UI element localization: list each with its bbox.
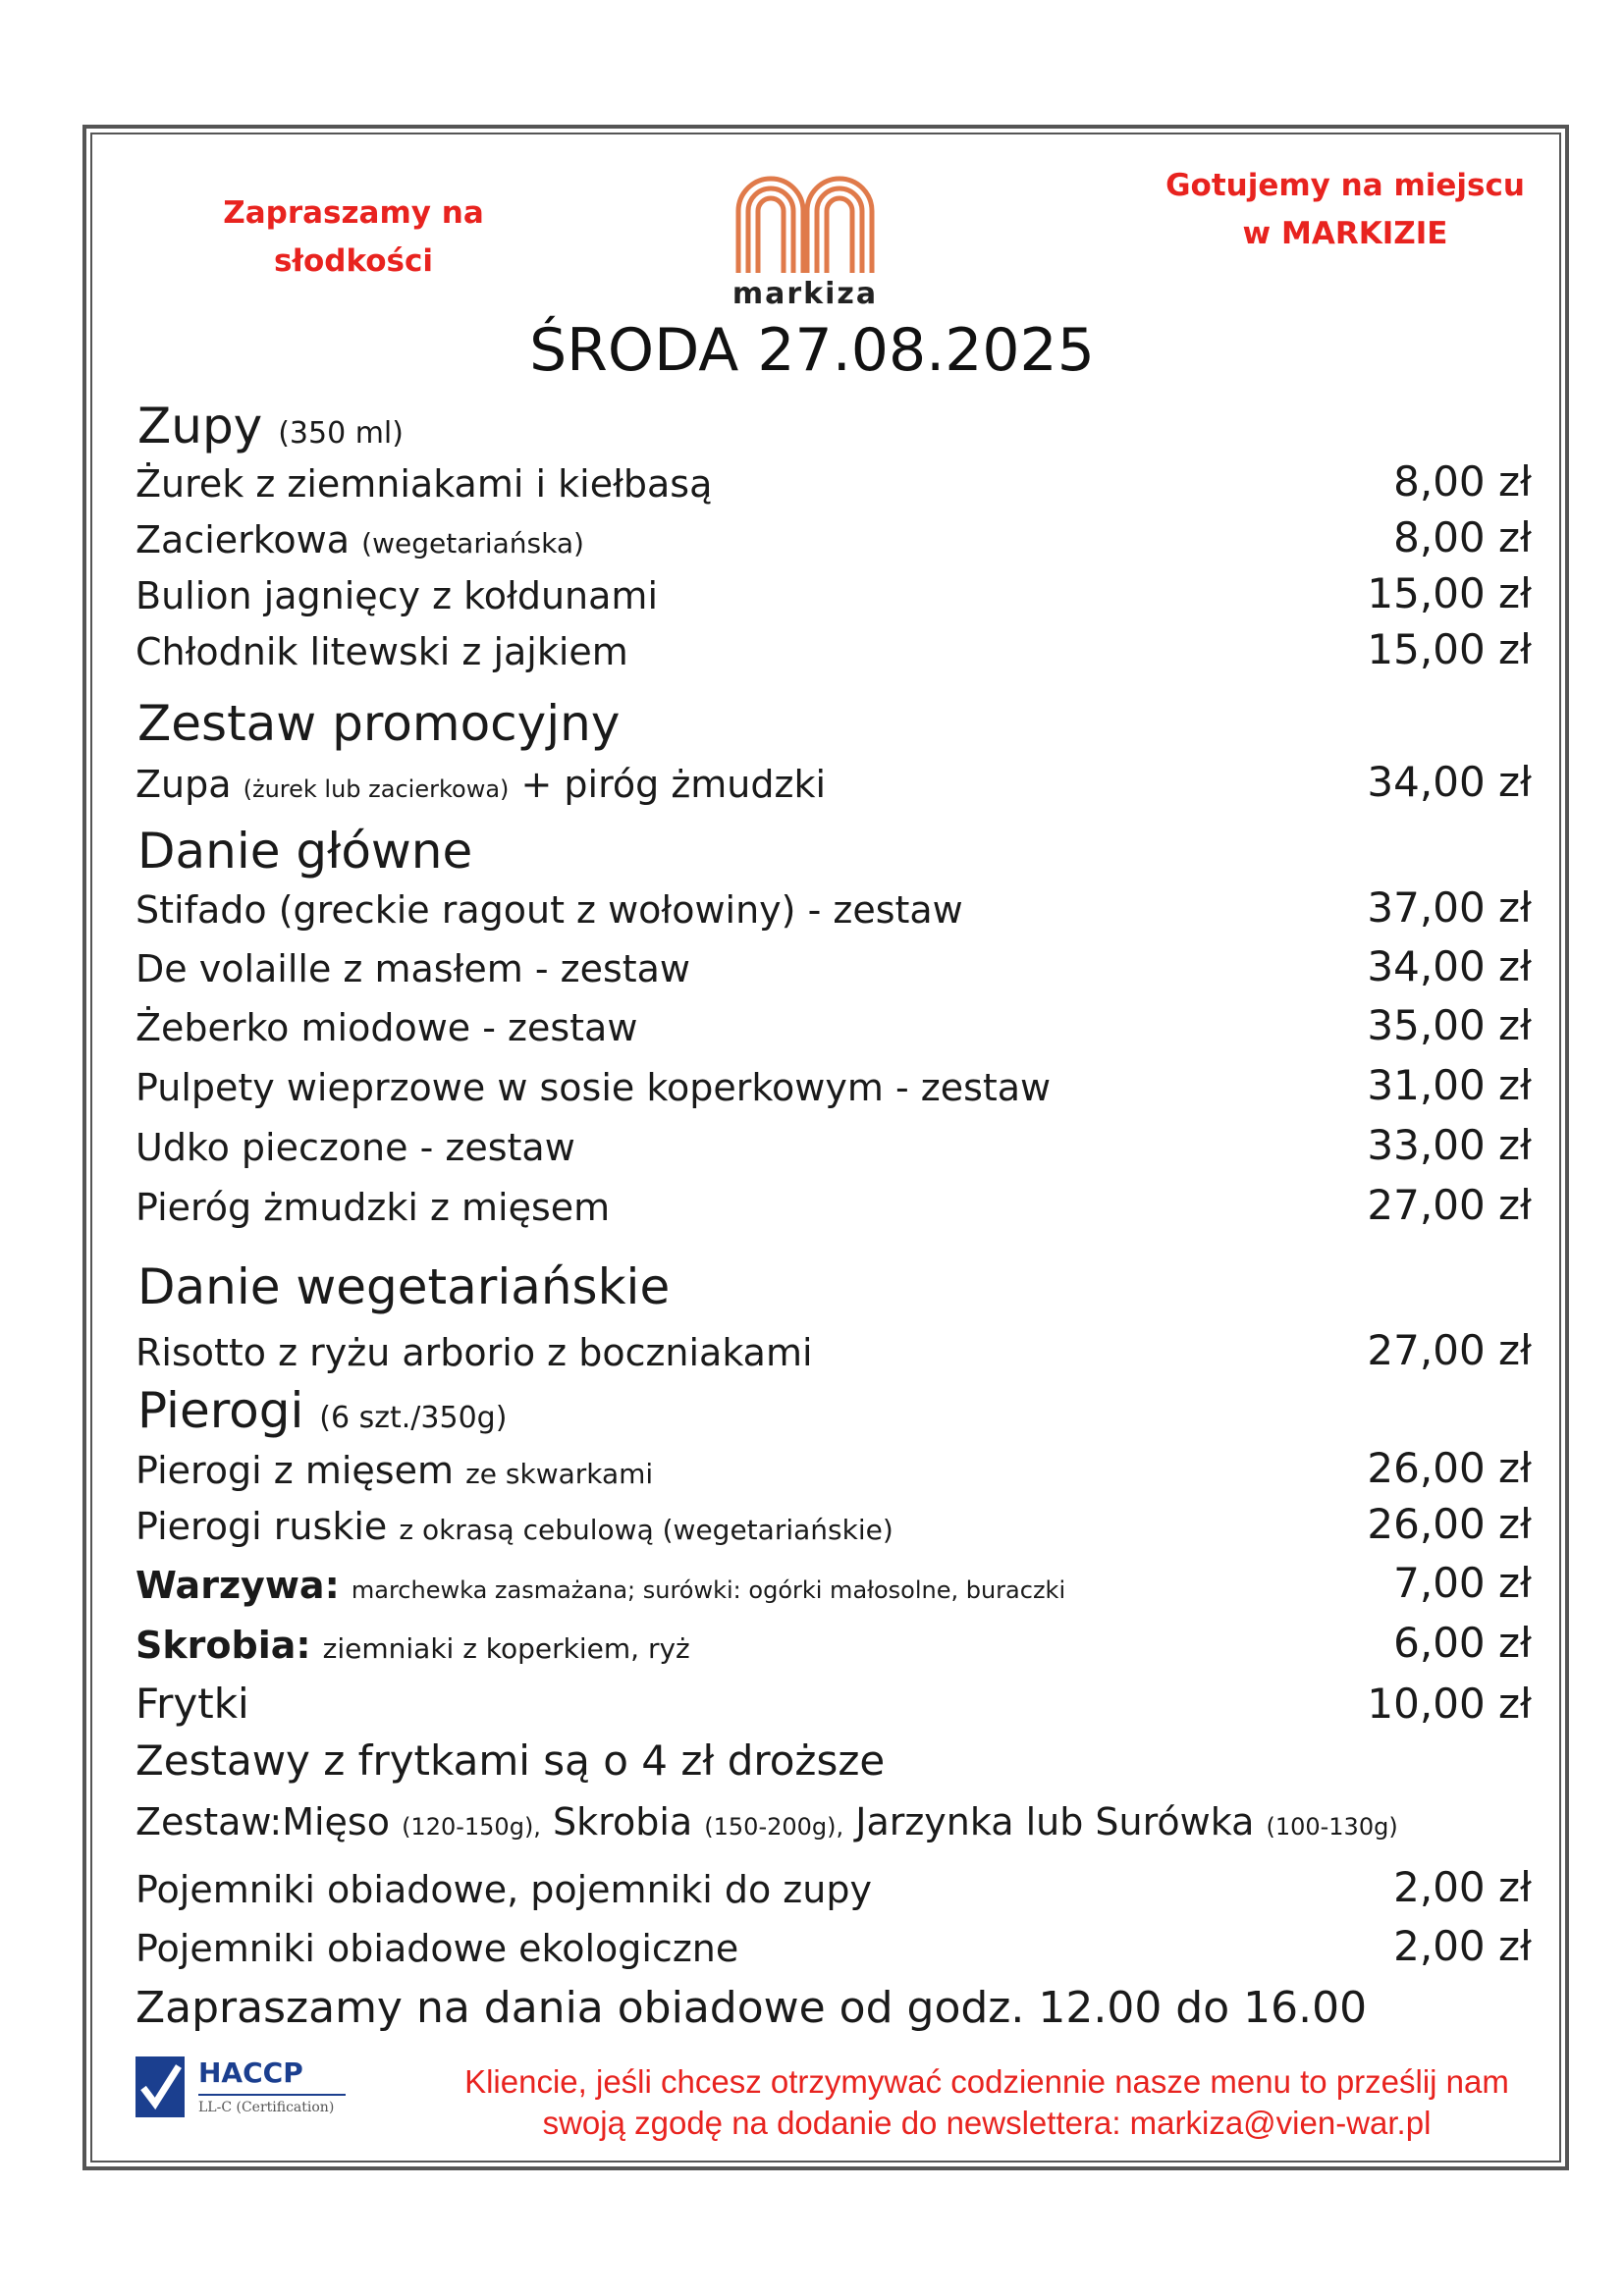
- menu-item: [135, 1443, 1532, 1500]
- item-price: 33,00 zł: [1367, 1121, 1532, 1169]
- menu-item: [135, 1618, 1532, 1675]
- item-name: Chłodnik litewski z jajkiem: [135, 630, 628, 673]
- item-price: 15,00 zł: [1367, 625, 1532, 673]
- item-price: 37,00 zł: [1367, 883, 1532, 932]
- item-price: 31,00 zł: [1367, 1061, 1532, 1109]
- item-price: 27,00 zł: [1367, 1181, 1532, 1229]
- menu-item: [135, 1862, 1532, 1919]
- lunch-hours: Zapraszamy na dania obiadowe od godz. 12.00 do 16.00: [135, 1983, 1368, 2033]
- item-price: 34,00 zł: [1367, 942, 1532, 990]
- menu-item: [135, 1499, 1532, 1556]
- haccp-badge: [135, 2056, 352, 2125]
- soups-heading-title: Zupy: [137, 398, 263, 454]
- menu-date: ŚRODA 27.08.2025: [529, 316, 1095, 385]
- item-price: 26,00 zł: [1367, 1444, 1532, 1492]
- newsletter-line-2: swoją zgodę na dodanie do newslettera: markiza@vien-war.pl: [542, 2105, 1432, 2141]
- soups-heading-note: (350 ml): [278, 416, 404, 451]
- item-name: Zupa (żurek lub zacierkowa) + piróg żmudzki: [135, 763, 827, 806]
- menu-item: [135, 512, 1532, 569]
- set-description-text: Zestaw:Mięso (120-150g), Skrobia (150-200g), Jarzynka lub Surówka (100-130g): [135, 1800, 1398, 1843]
- item-price: 2,00 zł: [1393, 1922, 1532, 1970]
- item-price: 34,00 zł: [1367, 758, 1532, 806]
- item-name: Warzywa: marchewka zasmażana; surówki: ogórki małosolne, buraczki: [135, 1564, 1066, 1607]
- menu-item: [135, 456, 1532, 513]
- menu-item: [135, 1679, 1532, 1735]
- mains-heading: Danie główne: [137, 823, 473, 880]
- menu-item: [135, 624, 1532, 681]
- item-name: Żeberko miodowe - zestaw: [135, 1006, 638, 1049]
- item-price: 8,00 zł: [1393, 513, 1532, 561]
- menu-item: [135, 1558, 1532, 1615]
- item-name: Pulpety wieprzowe w sosie koperkowym - zestaw: [135, 1066, 1052, 1109]
- newsletter-note: [432, 2061, 1542, 2144]
- haccp-subtitle: LL-C (Certification): [198, 2100, 335, 2115]
- pierogi-heading-title: Pierogi: [137, 1382, 304, 1439]
- item-price: 26,00 zł: [1367, 1500, 1532, 1548]
- veg-heading: Danie wegetariańskie: [137, 1258, 671, 1315]
- menu-item: [135, 1180, 1532, 1237]
- item-price: 15,00 zł: [1367, 569, 1532, 617]
- menu-item: [135, 1120, 1532, 1177]
- sweets-invite-line-1: Zapraszamy na: [223, 195, 484, 231]
- item-name: De volaille z masłem - zestaw: [135, 947, 691, 990]
- item-price: 35,00 zł: [1367, 1001, 1532, 1049]
- item-name: Pierogi ruskie z okrasą cebulową (wegetariańskie): [135, 1505, 893, 1548]
- brand-name: markiza: [731, 277, 879, 311]
- cooking-note-line-2: w MARKIZIE: [1242, 216, 1448, 251]
- menu-item: [135, 941, 1532, 998]
- menu-item: [135, 882, 1532, 939]
- item-name: Pierogi z mięsem ze skwarkami: [135, 1449, 654, 1492]
- haccp-check-icon: [135, 2056, 185, 2117]
- item-name: Stifado (greckie ragout z wołowiny) - zestaw: [135, 888, 963, 932]
- sweets-invite-note: [206, 189, 501, 286]
- cooking-note-line-1: Gotujemy na miejscu: [1165, 168, 1525, 203]
- item-price: 8,00 zł: [1393, 457, 1532, 506]
- item-name: Pojemniki obiadowe ekologiczne: [135, 1927, 739, 1970]
- item-price: 6,00 zł: [1393, 1619, 1532, 1667]
- haccp-divider: [198, 2094, 346, 2096]
- menu-item: [135, 757, 1532, 814]
- item-name: Żurek z ziemniakami i kiełbasą: [135, 462, 713, 506]
- soups-heading: [137, 398, 404, 454]
- pierogi-heading: [137, 1382, 507, 1439]
- newsletter-line-1: Kliencie, jeśli chcesz otrzymywać codziennie nasze menu to prześlij nam: [464, 2063, 1509, 2100]
- item-name: Zacierkowa (wegetariańska): [135, 518, 584, 561]
- item-name: Pojemniki obiadowe, pojemniki do zupy: [135, 1868, 872, 1911]
- item-price: 2,00 zł: [1393, 1863, 1532, 1911]
- pierogi-heading-note: (6 szt./350g): [319, 1401, 508, 1435]
- item-name: Udko pieczone - zestaw: [135, 1126, 575, 1169]
- menu-item: [135, 1921, 1532, 1978]
- item-name: Frytki: [135, 1680, 249, 1728]
- fries-info-text: Zestawy z frytkami są o 4 zł droższe: [135, 1736, 886, 1785]
- menu-item: [135, 1000, 1532, 1057]
- sweets-invite-line-2: słodkości: [274, 243, 433, 279]
- item-name: Skrobia: ziemniaki z koperkiem, ryż: [135, 1624, 690, 1667]
- item-name: Bulion jagnięcy z kołdunami: [135, 574, 658, 617]
- item-name: Pieróg żmudzki z mięsem: [135, 1186, 611, 1229]
- menu-item: [135, 1325, 1532, 1382]
- item-price: 10,00 zł: [1367, 1680, 1532, 1728]
- set-description: [135, 1794, 1532, 1851]
- cooking-note: [1159, 162, 1532, 258]
- haccp-title: HACCP: [198, 2056, 303, 2089]
- promo-heading: Zestaw promocyjny: [137, 695, 621, 752]
- menu-item: [135, 1060, 1532, 1117]
- item-price: 7,00 zł: [1393, 1559, 1532, 1607]
- item-name: Risotto z ryżu arborio z boczniakami: [135, 1331, 813, 1374]
- fries-info: [135, 1735, 1532, 1792]
- menu-item: [135, 568, 1532, 625]
- item-price: 27,00 zł: [1367, 1326, 1532, 1374]
